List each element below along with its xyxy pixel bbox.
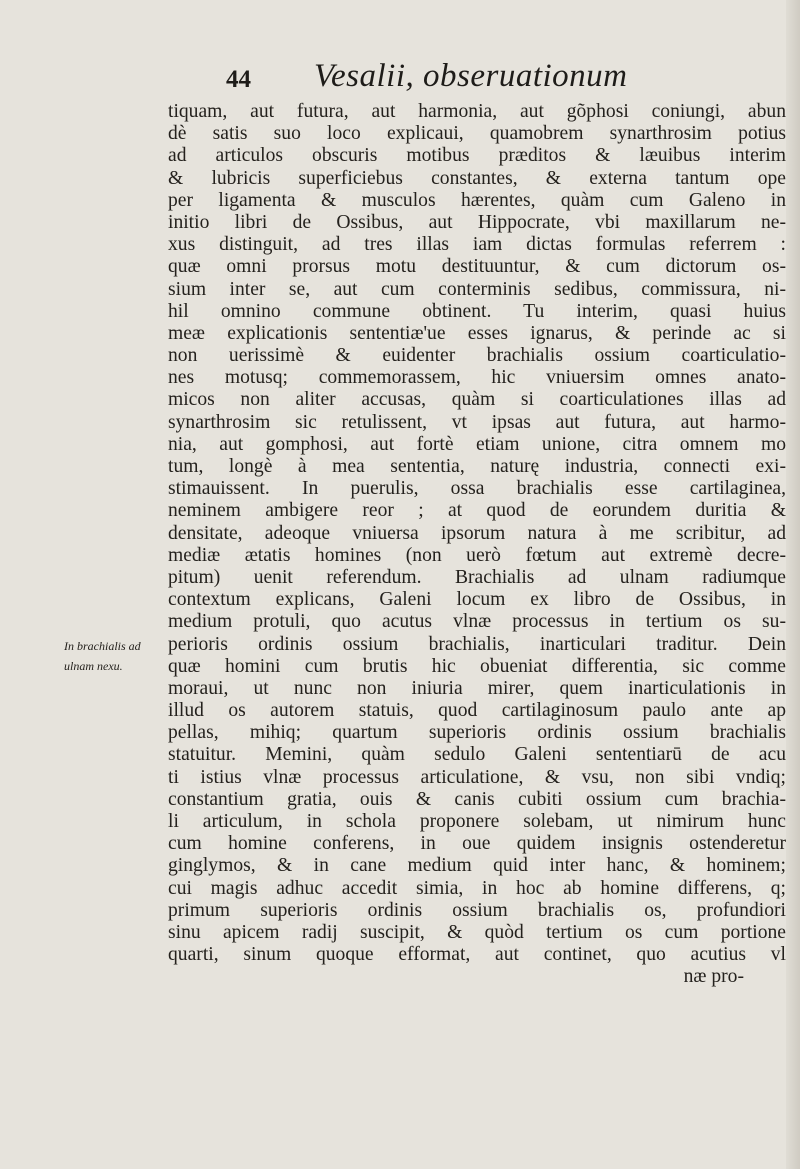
text-line: quæ omni prorsus motu destituuntur, & cum dictorum os- (168, 256, 786, 278)
text-line: tum, longè à mea sententia, naturę industria, connecti exi- (168, 456, 786, 477)
text-line: hil omnino commune obtinent. Tu interim, quasi huius (168, 300, 786, 322)
text-line: non uerissimè & euidenter brachialis ossium coarticulatio- (168, 345, 786, 367)
text-line: densitate, adeoque vniuersa ipsorum natura à me scribitur, ad (168, 522, 786, 544)
margin-note-line: In brachialis ad (64, 639, 141, 653)
text-line: stimauissent. In puerulis, ossa brachialis esse cartilaginea, (168, 478, 786, 500)
text-line: ti istius vlnæ processus articulatione, & vsu, non sibi vndiq; (168, 766, 786, 788)
text-line: pellas, mihiq; quartum superioris ordinis ossium brachialis (168, 722, 786, 744)
text-line: perioris ordinis ossium brachialis, inarticulari traditur. Dein (168, 633, 786, 655)
text-line: quarti, sinum quoque efformat, aut continet, quo acutius vl (168, 944, 786, 966)
text-line: ginglymos, & in cane medium quid inter hanc, & hominem; (168, 855, 786, 877)
text-line: cum homine conferens, in oue quidem insignis ostenderetur (168, 833, 786, 855)
text-line: nes motusq; commemorassem, hic vniuersim omnes anato- (168, 367, 786, 389)
text-line: sium inter se, aut cum conterminis sedibus, commissura, ni- (168, 278, 786, 300)
text-line: neminem ambigere reor ; at quod de eorundem duritia & (168, 500, 786, 522)
text-line: meæ explicationis sententiæ'ue esses ignarus, & perinde ac si (168, 322, 786, 344)
text-line: illud os autorem statuis, quod cartilaginosum paulo ante ap (168, 700, 786, 722)
text-line: quæ homini cum brutis hic obueniat differentia, sic comme (168, 655, 786, 677)
text-line: statuitur. Memini, quàm sedulo Galeni sententiarū de acu (168, 744, 786, 766)
running-head: Vesalii, obseruationum (314, 58, 628, 94)
text-line: tiquam, aut futura, aut harmonia, aut gõphosi coniungi, abun (168, 101, 786, 122)
body-text (168, 101, 786, 989)
text-line: moraui, ut nunc non iniuria mirer, quem inarticulationis in (168, 677, 786, 699)
text-line: li articulum, in schola proponere solebam, ut nimirum hunc (168, 811, 786, 832)
text-line: ad articulos obscuris motibus præditos & læuibus interim (168, 145, 786, 167)
page-number: 44 (226, 66, 251, 93)
margin-note-line: ulnam nexu. (64, 659, 123, 673)
text-line: initio libri de Ossibus, aut Hippocrate, vbi maxillarum ne- (168, 211, 786, 233)
page-edge-shadow (786, 0, 800, 1169)
text-line: per ligamenta & musculos hærentes, quàm cum Galeno in (168, 189, 786, 211)
text-line: primum superioris ordinis ossium brachialis os, profundiori (168, 899, 786, 921)
text-line: pitum) uenit referendum. Brachialis ad ulnam radiumque (168, 566, 786, 588)
text-line: xus distinguit, ad tres illas iam dictas formulas referrem : (168, 234, 786, 256)
margin-note (64, 636, 174, 676)
text-line: constantium gratia, ouis & canis cubiti ossium cum brachia- (168, 788, 786, 810)
text-line: cui magis adhuc accedit simia, in hoc ab homine differens, q; (168, 877, 786, 899)
text-line: & lubricis superficiebus constantes, & externa tantum ope (168, 167, 786, 189)
page-header (226, 58, 666, 98)
catchword: næ pro- (683, 966, 744, 988)
text-line: synarthrosim sic retulissent, vt ipsas aut futura, aut harmo- (168, 411, 786, 433)
text-line: contextum explicans, Galeni locum ex libro de Ossibus, in (168, 589, 786, 611)
text-line: mediæ ætatis homines (non uerò fœtum aut extremè decre- (168, 544, 786, 566)
text-line: medium protuli, quo acutus vlnæ processus in tertium os su- (168, 611, 786, 633)
text-line: dè satis suo loco explicaui, quamobrem synarthrosim potius (168, 123, 786, 145)
text-line: nia, aut gomphosi, aut fortè etiam unione, citra omnem mo (168, 433, 786, 455)
text-line: sinu apicem radij suscipit, & quòd tertium os cum portione (168, 921, 786, 943)
text-line: micos non aliter accusas, quàm si coarticulationes illas ad (168, 389, 786, 411)
